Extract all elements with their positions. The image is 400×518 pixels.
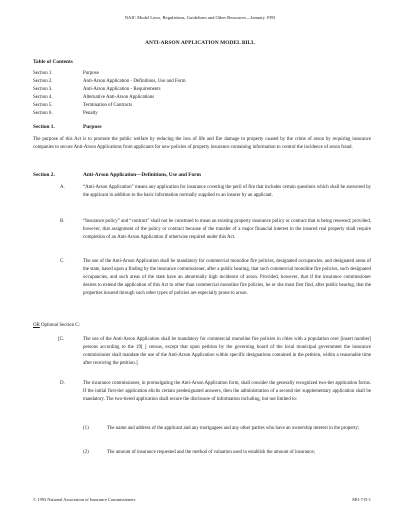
toc-section-list <box>33 70 53 117</box>
toc-row <box>33 102 53 110</box>
item-c-text: The use of the Anti-Arson Application shall be mandatory for commercial monoline fire policies, designated occupancies, and designated areas of the state, based upon a finding by the insurance commissioner, after a public hearing, that such commercial monoline fire policies, such designated occupancies, and such areas of the state have an abnormally high incidence of arson. Provided, however, that if the insurance commissioner desires to extend the application of this Act to other than commercial monoline fire policies, he or she must first find, after public hearing, that the properties insured through such other types of policies are especially prone to arson. <box>83 259 371 296</box>
toc-section: Section 5. <box>33 102 53 108</box>
toc-label: Alternative Anti-Arson Applications <box>83 94 155 100</box>
toc-section: Section 2. <box>33 78 53 84</box>
section-2-title: Anti-Arson Application—Definitions, Use and Form <box>83 172 201 178</box>
section-1-number: Section 1. <box>33 124 55 130</box>
item-a-label: A. <box>60 185 65 190</box>
toc-label: Purpose <box>83 71 99 76</box>
item-b-label: B. <box>60 219 65 224</box>
item-a-text: “Anti-Arson Application” means any application for insurance covering the peril of fire that includes certain questions which shall be answered by the applicant in addition to the basic information normally supplied to an insurer by an applicant. <box>83 185 371 198</box>
item-c-label: C. <box>60 259 65 264</box>
toc-row <box>33 70 53 78</box>
item-c-alt-label: [C. <box>58 337 65 342</box>
optional-section-rest: Optional Section C: <box>39 323 80 328</box>
item-d2-label: (2) <box>83 450 89 455</box>
toc-row <box>33 86 53 94</box>
toc-row <box>33 78 53 86</box>
footer-copyright: © 1993 National Association of Insurance Commissioners <box>33 497 136 502</box>
optional-section-label <box>33 322 80 330</box>
item-c-alt-text: The use of the Anti-Arson Application shall be mandatory for commercial monoline fire policies in cities with a population over [insert number] persons according to the 19[ ] census, except that upon petition by the governing board of the local municipal government the insurance commissioner shall mandate the use of the Anti-Arson Application within specific designations contained in the petition, within a reasonable time after receiving the petition.] <box>83 337 371 366</box>
toc-label: Penalty <box>83 110 98 116</box>
toc-section: Section 1. <box>33 71 53 76</box>
toc-label: Anti-Arson Application - Requirements <box>83 86 161 92</box>
item-d-label: D. <box>60 381 65 386</box>
toc-label: Anti-Arson Application - Definitions, Use and Form <box>83 78 186 84</box>
toc-section: Section 3. <box>33 86 53 92</box>
item-d1-label: (1) <box>83 426 89 431</box>
footer-page-id: MO-715-1 <box>352 497 371 502</box>
toc-label-list <box>83 70 186 117</box>
item-d2-text: The amount of insurance requested and the method of valuation used to establish the amount of insurance; <box>107 450 316 455</box>
toc-heading: Table of Contents <box>33 59 73 65</box>
toc-row <box>33 94 53 102</box>
section-2-number: Section 2. <box>33 172 55 178</box>
running-header: NAIC Model Laws, Regulations, Guidelines and Other Resources—January 1993 <box>124 15 276 20</box>
toc-row <box>33 110 53 118</box>
item-d-text: The insurance commissioner, in promulgating the Anti-Arson Application form, shall consider the generally recognized two-tier application forms. If the initial first-tier application elicits certain predesignated answers, then the administration of a second tier supplementary application shall be mandatory. The two-tiered application shall secure the disclosure of information including, but not limited to: <box>83 381 371 402</box>
document-title: ANTI-ARSON APPLICATION MODEL BILL <box>145 40 255 46</box>
item-d1-text: The name and address of the applicant and any mortgagees and any other parties who have an ownership interest in the property; <box>107 426 360 431</box>
or-word: OR <box>33 323 40 328</box>
toc-label: Termination of Contracts <box>83 102 133 108</box>
section-1-text: The purpose of this Act is to promote the public welfare by reducing the loss of life and fire damage to property caused by the crime of arson by requiring insurance companies to secure Anti-Arson Applications from applicants for new policies of property insurance containing information to control the incidence of arson fraud. <box>33 137 371 150</box>
toc-section: Section 4. <box>33 94 53 100</box>
item-b-text: “Insurance policy” and “contract” shall not be construed to mean an existing property insurance policy or contract that is being renewed; provided, however, that assignment of the policy or contract because of the transfer of a major financial interest in the insured real property shall require completion of an Anti-Arson Application if otherwise required under this Act. <box>83 219 371 240</box>
section-1-title: Purpose <box>83 124 102 130</box>
toc-section: Section 6. <box>33 110 53 116</box>
